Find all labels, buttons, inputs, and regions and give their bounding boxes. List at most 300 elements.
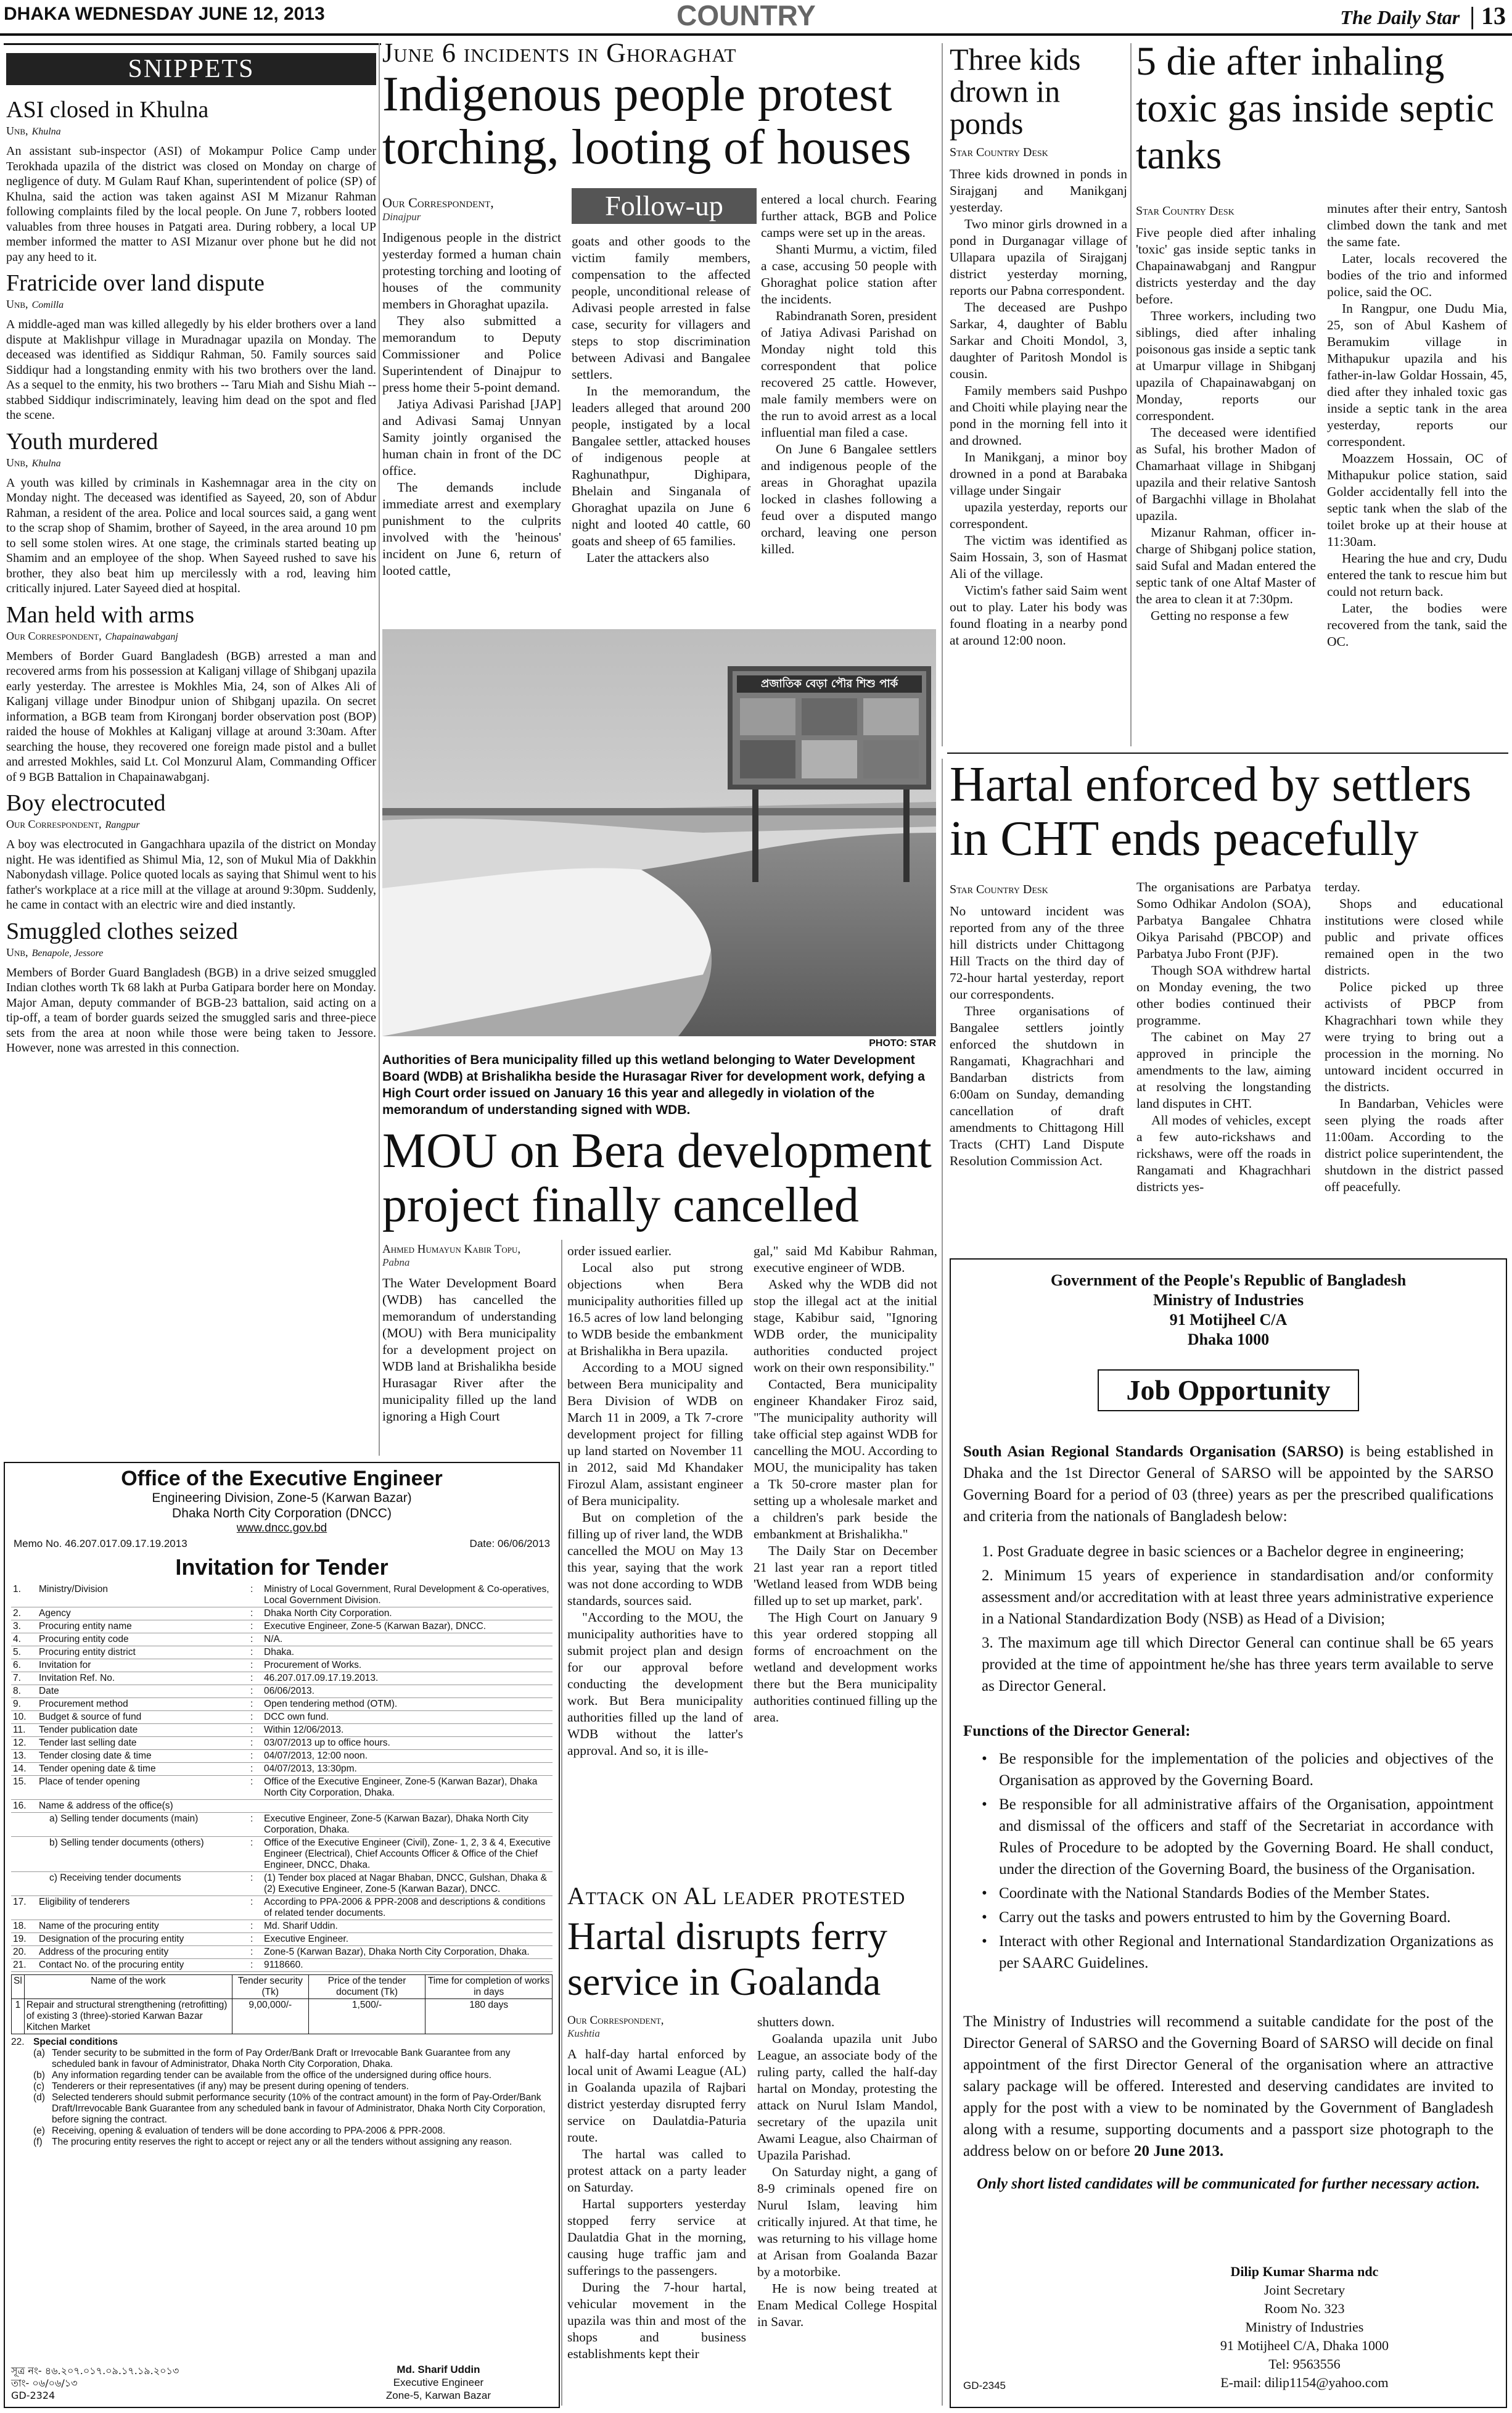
bera-paragraph: gal," said Md Kabibur Rahman, executive engineer of WDB. bbox=[754, 1244, 937, 1275]
job-address-1: 91 Motijheel C/A bbox=[1169, 1311, 1288, 1329]
tender-cell: : bbox=[250, 1608, 253, 1619]
job-signatory-phone: Tel: 9563556 bbox=[1268, 2356, 1341, 2372]
tender-cell: Dhaka. bbox=[264, 1647, 295, 1657]
septic-col1 bbox=[1136, 200, 1316, 624]
job-closing-text: The Ministry of Industries will recommend a suitable candidate for the post of the Director General of SARSO and the Governing Board of SARSO will decide on final appointment of the first Director General of the organisation where an attractive salary package will be offered. Interested and deserving candidates are invited to apply for the post with a view to be nominated by the Government of Bangladesh along with a resume, supporting documents and a passport size photograph to the address below on or before bbox=[963, 2013, 1494, 2159]
ghoraghat-headline: Indigenous people protest torching, looting of houses bbox=[382, 67, 911, 175]
snippet-byline bbox=[6, 946, 376, 959]
ghoraghat-story bbox=[382, 38, 937, 174]
daily-star-logo: The Daily Star bbox=[1340, 6, 1460, 28]
tender-work-cell: 1 bbox=[12, 1999, 25, 2034]
snippet-text: An assistant sub-inspector (ASI) of Mokampur Police Camp under Terokhada upazila of the district was closed on Monday on charge of negligence of duty. M Gulam Rauf Khan, superintendent of police (SP) of Khulna, said the action was taken against ASI M Mizanur Rahman following complaints filed by the local people. On June 7, robbers looted valuables from three houses in Patgati area. During robbery, a local UP member informed the matter to ASI Mizanur over phone but he did not pay any heed to it. bbox=[6, 144, 376, 264]
tender-cell: Office of the Executive Engineer, Zone-5 (Karwan Bazar), Dhaka North City Corporation, Dhaka. bbox=[264, 1776, 538, 1798]
tender-cell: 15. bbox=[13, 1776, 27, 1787]
tender-work-header-cell: Sl bbox=[12, 1975, 25, 1999]
tender-cell: Procurement of Works. bbox=[264, 1660, 362, 1670]
tender-cell: Place of tender opening bbox=[39, 1776, 140, 1787]
bera-byline: Ahmed Humayun Kabir Topu, bbox=[382, 1243, 521, 1256]
tender-heading: Invitation for Tender bbox=[175, 1554, 388, 1580]
tender-cell: Executive Engineer. bbox=[264, 1934, 349, 1944]
bera-paragraph: The Daily Star on December 21 last year ran a report titled 'Wetland leased from WDB being filled up to set up market, park'. bbox=[754, 1543, 937, 1608]
edition-date: DHAKA WEDNESDAY JUNE 12, 2013 bbox=[4, 4, 325, 24]
snippet-agency: Our Correspondent, bbox=[6, 629, 102, 642]
tender-row bbox=[11, 1659, 553, 1672]
goalanda-paragraph: He is now being treated at Enam Medical College Hospital in Savar. bbox=[757, 2281, 937, 2329]
tender-cell: : bbox=[250, 1960, 253, 1970]
septic-story bbox=[1136, 38, 1506, 179]
tender-cell: 8. bbox=[13, 1686, 21, 1696]
snippet-byline bbox=[6, 456, 376, 469]
cht-col1 bbox=[950, 879, 1124, 1169]
tender-row bbox=[11, 1920, 553, 1933]
tender-row bbox=[11, 1872, 553, 1896]
goalanda-paragraph: On Saturday night, a gang of 8-9 criminals opened fire on Nurul Islam, leaving him critically injured. At that time, he was returning to his village home at Arisan from Goalanda Bazar by a motorbike. bbox=[757, 2164, 937, 2279]
tender-row bbox=[11, 1933, 553, 1946]
tender-cell: Designation of the procuring entity bbox=[39, 1934, 184, 1944]
ghoraghat-paragraph: Indigenous people in the district yesterday formed a human chain protesting torching and looting of houses of the community members in Ghoraghat upazila. bbox=[382, 230, 561, 311]
job-shortlist-note: Only short listed candidates will be communicated for further necessary action. bbox=[977, 2176, 1480, 2192]
snippet-headline: Fratricide over land dispute bbox=[6, 270, 265, 296]
bera-paragraph: But on completion of the filling up of river land, the WDB cancelled the MOU on May 13 this year, saying that the work was not done according to WDB standards, sources said. bbox=[567, 1510, 743, 1608]
tender-row bbox=[11, 1959, 553, 1972]
bullet-icon: • bbox=[982, 1933, 987, 1950]
goalanda-paragraph: Hartal supporters yesterday stopped ferry service at Daulatdia Ghat in the morning, causing huge traffic jam and sufferings to the passengers. bbox=[567, 2196, 746, 2278]
job-functions-list bbox=[982, 1748, 1494, 1974]
cht-story bbox=[950, 757, 1505, 866]
snippet-byline bbox=[6, 630, 376, 643]
tender-cell: 14. bbox=[13, 1763, 27, 1774]
tender-cell: : bbox=[250, 1584, 253, 1594]
tender-cell: Within 12/06/2013. bbox=[264, 1725, 344, 1735]
job-signatory-email[interactable]: E-mail: dilip1154@yahoo.com bbox=[1220, 2375, 1389, 2390]
septic-paragraph: minutes after their entry, Santosh climbed down the tank and met the same fate. bbox=[1327, 201, 1507, 249]
tender-work-header bbox=[12, 1975, 553, 1999]
tender-cell: 9118660. bbox=[264, 1960, 303, 1970]
tender-cell: 13. bbox=[13, 1751, 27, 1761]
cht-paragraph: The cabinet on May 27 approved in principle the amendments to the law, aiming at resolving the longstanding land disputes in CHT. bbox=[1136, 1029, 1311, 1111]
ghoraghat-col2 bbox=[572, 233, 750, 566]
tender-cell: 17. bbox=[13, 1897, 27, 1907]
bera-paragraph: According to a MOU signed between Bera municipality and Bera Division of WDB on March 11 in 2009, a Tk 7-crore development project for filling up land started on November 11 in 2012, said Md Khandaker Firozul Alam, assistant engineer of Bera municipality. bbox=[567, 1360, 743, 1508]
followup-badge: Follow-up bbox=[572, 188, 757, 224]
special-condition-text: Tenderers or their representatives (if any) may be present during opening of tenders. bbox=[52, 2081, 409, 2092]
job-function-text: Be responsible for all administrative affairs of the Organisation, appointment and dismissal of the officers and staff of the Secretariat in accordance with Rules of Procedure to be adopted by the Governing Board. He shall conduct, under the direction of the Governing Board, the business of the Organisation. bbox=[999, 1796, 1494, 1878]
snippet-headline: Youth murdered bbox=[6, 428, 158, 455]
tender-cell: 04/07/2013, 12:00 noon. bbox=[264, 1751, 368, 1761]
ghoraghat-byline: Our Correspondent, bbox=[382, 195, 494, 210]
ghoraghat-paragraph: In the memorandum, the leaders alleged that around 200 people, instigated by a local Bangalee settler, attacked houses of indigenous people at Raghunathpur, Dighipara, Bhelain and Singanala of Ghoraghat upazila on June 6 night and looted 40 cattle, 60 goats and sheep of 65 families. bbox=[572, 384, 750, 548]
special-condition-letter: (e) bbox=[33, 2126, 45, 2136]
special-condition-letter: (a) bbox=[33, 2048, 45, 2058]
bera-paragraph: Contacted, Bera municipality engineer Khandaker Firoz said, "The municipality authority will take official step against WDB for cancelling the MOU. According to MOU, the municipality has taken a Tk 50-crore master plan for setting up a wholesale market and a children's park beside the embankment at Brishalikha." bbox=[754, 1377, 937, 1541]
cht-col2 bbox=[1136, 879, 1311, 1195]
job-intro-org: South Asian Regional Standards Organisation (SARSO) bbox=[963, 1443, 1344, 1460]
cht-paragraph: Three organisations of Bangalee settlers jointly enforced the shutdown in Rangamati, Khagrachhari and Bandarban districts from 6:00am on Sunday, demanding cancellation of draft amendments to Chittagong Hill Tracts (CHT) Land Dispute Resolution Commission Act. bbox=[950, 1004, 1124, 1168]
ghoraghat-paragraph: Rabindranath Soren, president of Jatiya Adivasi Parishad on Monday night told this correspondent that police recovered 25 cattle. However, male family members were on the run to avoid arrest as a local influential man filed a case. bbox=[761, 308, 937, 440]
tender-office-title: Office of the Executive Engineer bbox=[121, 1467, 443, 1490]
tender-cell: Procuring entity code bbox=[39, 1634, 129, 1644]
tender-work-row bbox=[12, 1999, 553, 2034]
snippet-text: A boy was electrocuted in Gangachhara upazila of the district on Monday night. He was identified as Shimul Mia, 12, son of Mukul Mia of Dakkhin Nabonydash village. Police quoted locals as saying that Shimul went to his father's workplace at a rice mill at the village at around 9:30pm. Suddenly, he came in contact with an electric wire and died instantly. bbox=[6, 838, 376, 912]
goalanda-byline: Our Correspondent, bbox=[567, 2014, 664, 2027]
bera-paragraph: order issued earlier. bbox=[567, 1244, 672, 1258]
ghoraghat-col3 bbox=[761, 191, 937, 558]
snippet-location: Rangpur bbox=[105, 820, 140, 830]
snippet-text: A youth was killed by criminals in Kashemnagar area in the city on Monday night. The deceased was identified as Sayeed, 20, son of Abdur Rahman, a resident of the area. Police and local sources said, a gang went to the scrap shop of Shamim, brother of Sayeed, in the area around 10 pm to sell some stolen wires. At one stage, the criminals started beating up Shamim and an employee of the shop. When Sayeed rushed to save his brother, they also beat him up mercilessly with a rod, leaving him critically injured. Later Sayeed died at hospital. bbox=[6, 476, 376, 595]
ghoraghat-paragraph: Jatiya Adivasi Parishad [JAP] and Adivasi Samaj Unnyan Samity jointly organised the human chain in front of the DC office. bbox=[382, 397, 561, 478]
job-government: Government of the People's Republic of Bangladesh bbox=[1050, 1271, 1407, 1289]
tender-work-header-cell: Price of the tender document (Tk) bbox=[308, 1975, 425, 1999]
special-condition bbox=[11, 2081, 553, 2092]
snippet-location: Chapainawabganj bbox=[105, 631, 178, 642]
tender-website: www.dncc.gov.bd bbox=[236, 1522, 327, 1535]
septic-headline: 5 die after inhaling toxic gas inside septic tanks bbox=[1136, 39, 1495, 178]
tender-date: Date: 06/06/2013 bbox=[469, 1538, 550, 1549]
ghoraghat-col1 bbox=[382, 191, 561, 579]
tender-cell: 9. bbox=[13, 1699, 21, 1709]
job-function bbox=[982, 1907, 1494, 1928]
tender-row bbox=[11, 1685, 553, 1698]
snippet-text: Members of Border Guard Bangladesh (BGB) arrested a man and recovered arms from his possession at Kaliganj village of Shibganj upazila early yesterday. The arrestee is Mokhles Mia, 24, son of Alkes Ali of Kaliganj village under Binodpur union of Shibganj upazila. On secret information, a BGB team from Kironganj border observation post (BOP) raided the house of Mokhles at Kaliganj village at around 3:30am. After searching the house, they recovered one foreign made pistol and a bullet and arrested Mokhles, said Lt. Col Monzurul Alam, Commanding Officer of 9 BGB Battalion in Chapainawabganj. bbox=[6, 649, 376, 784]
job-intro-text: is being established in Dhaka and the 1st Director General of SARSO will be appointed by the SARSO Governing Board for a period of 03 (three) years as per the prescribed qualifications and criteria from the nationals of Bangladesh below: bbox=[963, 1443, 1494, 1525]
snippets-title-box: SNIPPETS bbox=[6, 53, 376, 85]
tender-row bbox=[11, 1837, 553, 1872]
tender-cell: Md. Sharif Uddin. bbox=[264, 1921, 338, 1931]
tender-cell: N/A. bbox=[264, 1634, 283, 1644]
special-condition-letter: (b) bbox=[33, 2070, 45, 2081]
tender-work-header-cell: Time for completion of works in days bbox=[425, 1975, 553, 1999]
tender-cell bbox=[11, 1872, 37, 1896]
bullet-icon: • bbox=[982, 1751, 987, 1767]
bullet-icon: • bbox=[982, 1909, 987, 1926]
tender-cell: 12. bbox=[13, 1738, 27, 1748]
job-function bbox=[982, 1883, 1494, 1904]
tender-cell: : bbox=[250, 1873, 253, 1883]
tender-cell: : bbox=[250, 1751, 253, 1761]
tender-row bbox=[11, 1750, 553, 1763]
ghoraghat-paragraph: They also submitted a memorandum to Deputy Commissioner and Police Superintendent of Dinajpur to press home their 5-point demand. bbox=[382, 313, 561, 395]
special-condition-letter: (f) bbox=[33, 2137, 43, 2147]
tender-cell: 4. bbox=[13, 1634, 21, 1644]
tender-cell: Procuring entity district bbox=[39, 1647, 136, 1657]
tender-cell: Agency bbox=[39, 1608, 71, 1619]
special-condition bbox=[11, 2070, 553, 2081]
tender-cell: 11. bbox=[13, 1725, 26, 1735]
tender-cell: Tender opening date & time bbox=[39, 1763, 156, 1774]
septic-paragraph: Five people died after inhaling 'toxic' gas inside septic tanks in Chapainawabganj and Rangpur districts yesterday and the day before. bbox=[1136, 225, 1316, 307]
tender-cell: : bbox=[250, 1947, 253, 1957]
job-closing bbox=[963, 2011, 1494, 2162]
cht-col3 bbox=[1325, 879, 1503, 1195]
kids-paragraph: Two minor girls drowned in a pond in Durganagar village of Ullapara upazila of Sirajganj district yesterday morning, reports our Pabna correspondent. bbox=[950, 217, 1127, 298]
tender-cell: : bbox=[250, 1621, 253, 1631]
snippet-text: A middle-aged man was killed allegedly by his elder brothers over a land dispute at Maklishpur village in Muradnagar upazila on Monday. The deceased was identified as Siddiqur Rahman, 50. Family sources said Siddiqur had a longstanding enmity with his two brothers over the land. As a sequel to the enmity, his two brothers -- Taru Miah and Sishu Miah -- stabbed Siddiqur indiscriminately, leaving him dead on the spot and fled the scene. bbox=[6, 318, 376, 422]
septic-paragraph: The deceased were identified as Sufal, his brother Madon of Chamarhaat village in Shibganj upazila and their relative Santosh of Bargachhi village in Bholahat upazila. bbox=[1136, 425, 1316, 523]
masthead bbox=[0, 0, 1512, 36]
tender-work-cell: 180 days bbox=[425, 1999, 553, 2034]
snippet-headline: Smuggled clothes seized bbox=[6, 918, 238, 944]
tender-cell: Address of the procuring entity bbox=[39, 1947, 169, 1957]
septic-paragraph: Later, the bodies were recovered from the tank, said the OC. bbox=[1327, 601, 1507, 649]
ghoraghat-kicker: June 6 incidents in Ghoraghat bbox=[382, 38, 737, 68]
tender-work-header-cell: Tender security (Tk) bbox=[232, 1975, 308, 1999]
kids-paragraph: Victim's father said Saim went out to play. Later his body was found floating in a nearby pond at around 12:00 noon. bbox=[950, 583, 1127, 648]
job-qualification: 2. Minimum 15 years of experience in standardisation and/or conformity assessment and/or accreditation with at least three years administrative experience in a National Standardization Body (NSB) as Head of a Division; bbox=[982, 1567, 1494, 1627]
kids-paragraph: In Manikganj, a minor boy drowned in a pond at Barabaka village under Singair bbox=[950, 450, 1127, 498]
tender-signatory-office: Zone-5, Karwan Bazar bbox=[385, 2390, 491, 2401]
job-function bbox=[982, 1931, 1494, 1974]
tender-cell: 1. bbox=[13, 1584, 21, 1594]
tender-cell bbox=[11, 1837, 37, 1872]
job-qualification: 3. The maximum age till which Director General can continue shall be 65 years provided at the time of appointment he/she has three years term available to serve as Director General. bbox=[982, 1635, 1494, 1694]
snippet-item bbox=[6, 601, 376, 785]
special-condition bbox=[11, 2126, 553, 2137]
bera-paragraph: The High Court on January 9 this year ordered stopping all forms of encroachment on the wetland and development works there but the Bera municipality authorities continued filling up the area. bbox=[754, 1610, 937, 1725]
bera-paragraph: Asked why the WDB did not stop the illegal act at the initial stage, Kabibur said, "Ignoring WDB order, the municipality authorities conducted project work on their own responsibility." bbox=[754, 1277, 937, 1375]
special-condition-text: Any information regarding tender can be available from the office of the undersigned during office hours. bbox=[52, 2070, 491, 2081]
tender-cell: 06/06/2013. bbox=[264, 1686, 314, 1696]
bera-col1 bbox=[382, 1243, 556, 1425]
ghoraghat-paragraph: On June 6 Bangalee settlers and indigenous people of the areas in Ghoraghat upazila locked in clashes following a feud over a disputed mango orchard, leaving one person killed. bbox=[761, 442, 937, 556]
bullet-icon: • bbox=[982, 1885, 987, 1902]
job-ministry: Ministry of Industries bbox=[1152, 1291, 1304, 1309]
tender-cell: Budget & source of fund bbox=[39, 1712, 142, 1722]
kids-story bbox=[950, 43, 1127, 649]
goalanda-paragraph: The hartal was called to protest attack on a party leader on Saturday. bbox=[567, 2147, 746, 2195]
tender-work-cell: 9,00,000/- bbox=[232, 1999, 308, 2034]
snippet-headline: ASI closed in Khulna bbox=[6, 97, 209, 123]
special-conditions-title: Special conditions bbox=[33, 2037, 118, 2047]
job-signatory-address: 91 Motijheel C/A, Dhaka 1000 bbox=[1220, 2338, 1389, 2353]
tender-signatory-title: Executive Engineer bbox=[393, 2377, 484, 2388]
tender-cell: : bbox=[250, 1763, 253, 1774]
tender-gd-code: GD-2324 bbox=[11, 2390, 55, 2401]
tender-row bbox=[11, 1646, 553, 1659]
tender-cell: Ministry of Local Government, Rural Development & Co-operatives, Local Government Division. bbox=[264, 1584, 549, 1606]
tender-cell: 5. bbox=[13, 1647, 21, 1657]
cht-headline: Hartal enforced by settlers in CHT ends peacefully bbox=[950, 757, 1472, 866]
tender-cell: : bbox=[250, 1897, 253, 1907]
snippet-item bbox=[6, 918, 376, 1056]
tender-bn-date: তাং- ০৬/০৬/১৩ bbox=[11, 2377, 78, 2389]
tender-cell: : bbox=[250, 1921, 253, 1931]
tender-cell: : bbox=[250, 1712, 253, 1722]
snippet-byline bbox=[6, 298, 376, 311]
page-separator: | bbox=[1469, 2, 1475, 30]
special-condition-text: Selected tenderers should submit performance security (10% of the contract amount) in the form of Pay-Order/Bank Draft/Irrevocable Bank Guarantee from any scheduled bank in favour of Administrator, Dhaka North City Corporation, before signing the contract. bbox=[52, 2092, 546, 2125]
bera-col2 bbox=[567, 1243, 743, 1759]
tender-cell: Executive Engineer, Zone-5 (Karwan Bazar), DNCC. bbox=[264, 1621, 487, 1631]
tender-division: Engineering Division, Zone-5 (Karwan Bazar) bbox=[152, 1491, 412, 1505]
tender-cell: (1) Tender box placed at Nagar Bhaban, DNCC, Gulshan, Dhaka & (2) Executive Engineer, Zone-5 (Karwan Bazar), DNCC. bbox=[264, 1873, 547, 1894]
ghoraghat-col1-text bbox=[382, 229, 561, 579]
page-number-block bbox=[1340, 1, 1506, 30]
tender-corporation: Dhaka North City Corporation (DNCC) bbox=[172, 1506, 392, 1520]
tender-row bbox=[11, 1583, 553, 1607]
tender-cell: a) Selling tender documents (main) bbox=[49, 1813, 199, 1824]
job-gd-code: GD-2345 bbox=[963, 2380, 1006, 2391]
kids-paragraph: Three kids drowned in ponds in Sirajganj and Manikganj yesterday. bbox=[950, 167, 1127, 215]
septic-paragraph: Mizanur Rahman, officer in-charge of Shibganj police station, said Sufal and Madan entered the septic tank of one Altaf Master of the area to clean it at 7:30pm. bbox=[1136, 525, 1316, 606]
bera-paragraph: The Water Development Board (WDB) has cancelled the memorandum of understanding (MOU) with Bera municipality for a development project on WDB land at Brishalikha beside Hurasagar River after the municipality filled up the land ignoring a High Court bbox=[382, 1276, 556, 1424]
tender-row bbox=[11, 1633, 553, 1646]
tender-cell: Ministry/Division bbox=[39, 1584, 108, 1594]
tender-row bbox=[11, 1896, 553, 1920]
tender-cell: 3. bbox=[13, 1621, 21, 1631]
tender-row bbox=[11, 1698, 553, 1711]
tender-cell: Procurement method bbox=[39, 1699, 128, 1709]
job-ad bbox=[950, 1258, 1507, 2408]
tender-cell: Invitation for bbox=[39, 1660, 91, 1670]
snippet-byline bbox=[6, 125, 376, 138]
snippet-location: Benapole, Jessore bbox=[31, 947, 104, 959]
tender-cell: Executive Engineer, Zone-5 (Karwan Bazar), Dhaka North City Corporation, Dhaka. bbox=[264, 1813, 529, 1835]
bera-paragraph: "According to the MOU, the municipality authorities have to submit project plan and design for our approval before conducting the development work. But Bera municipality authorities filled up the land of WDB without the latter's approval. And so, it is ille- bbox=[567, 1610, 743, 1758]
cht-paragraph: No untoward incident was reported from any of the three hill districts under Chittagong Hill Tracts on the third day of 72-hour hartal yesterday, report our correspondents. bbox=[950, 904, 1124, 1002]
ghoraghat-paragraph: entered a local church. Fearing further attack, BGB and Police camps were set up in the areas. bbox=[761, 192, 937, 240]
tender-cell: : bbox=[250, 1776, 253, 1787]
cht-byline: Star Country Desk bbox=[950, 883, 1048, 896]
cht-paragraph: Police picked up three activists of PBCP from Khagrachhari town while they were trying to bring out a procession in the morning. No untoward incident occurred in the districts. bbox=[1325, 980, 1503, 1094]
kids-headline: Three kids drown in ponds bbox=[950, 42, 1081, 141]
job-function-text: Coordinate with the National Standards Bodies of the Member States. bbox=[999, 1885, 1430, 1902]
photo-caption: Authorities of Bera municipality filled up this wetland belonging to Water Development Board (WDB) at Brishalikha beside the Hurasagar River for development work, defying a High Court order issued on January 16 this year and allegedly in violation of the memorandum of understanding signed with WDB. bbox=[382, 1053, 925, 1117]
snippet-agency: Unb, bbox=[6, 125, 28, 137]
septic-paragraph: Hearing the hue and cry, Dudu entered the tank to rescue him but could not return back. bbox=[1327, 551, 1507, 599]
tender-cell: Invitation Ref. No. bbox=[39, 1673, 115, 1683]
special-condition-text: The procuring entity reserves the right to accept or reject any or all the tenders without assigning any reason. bbox=[52, 2137, 512, 2147]
park-sign-text: প্রজাতিক বেড়া পৌর শিশু পার্ক bbox=[760, 677, 898, 690]
tender-cell bbox=[249, 1800, 262, 1813]
snippet-location: Comilla bbox=[31, 300, 64, 310]
tender-cell: Tender closing date & time bbox=[39, 1751, 152, 1761]
ghoraghat-paragraph: Shanti Murmu, a victim, filed a case, accusing 50 people with Ghoraghat police station after the incidents. bbox=[761, 242, 937, 307]
tender-cell: : bbox=[250, 1838, 253, 1848]
tender-cell: 18. bbox=[13, 1921, 27, 1931]
tender-memo: Memo No. 46.207.017.09.17.19.2013 bbox=[14, 1538, 187, 1549]
special-conditions-number: 22. bbox=[11, 2037, 25, 2047]
tender-row bbox=[11, 1607, 553, 1620]
snippet-item bbox=[6, 96, 376, 265]
goalanda-col2 bbox=[757, 2014, 937, 2330]
job-signatory-room: Room No. 323 bbox=[1264, 2301, 1345, 2316]
septic-paragraph: Getting no response a few bbox=[1151, 608, 1289, 623]
snippet-location: Khulna bbox=[31, 126, 61, 137]
job-function bbox=[982, 1794, 1494, 1880]
tender-cell: Tender last selling date bbox=[39, 1738, 137, 1748]
goalanda-kicker: Attack on AL leader protested bbox=[567, 1882, 906, 1910]
bera-paragraph: Local also put strong objections when Bera municipality authorities filled up 16.5 acres of low land belonging to WDB beside the embankment at Brishalikha in Bera upazila. bbox=[567, 1260, 743, 1358]
tender-cell: : bbox=[250, 1647, 253, 1657]
snippet-headline: Man held with arms bbox=[6, 601, 195, 628]
special-condition bbox=[11, 2092, 553, 2126]
tender-row bbox=[11, 1813, 553, 1837]
tender-cell bbox=[11, 1813, 37, 1837]
tender-cell: : bbox=[250, 1813, 253, 1824]
special-condition-text: Receiving, opening & evaluation of tenders will be done according to PPA-2006 & PPR-2008. bbox=[52, 2126, 446, 2136]
septic-paragraph: Three workers, including two siblings, died after inhaling poisonous gas inside a septic tank at Umarpur village in Shibganj upazila of Chapainawabganj on Monday, reports our correspondent. bbox=[1136, 308, 1316, 423]
cht-paragraph: terday. bbox=[1325, 880, 1360, 894]
bera-photo bbox=[382, 629, 936, 1036]
job-qualification: 1. Post Graduate degree in basic sciences or a Bachelor degree in engineering; bbox=[982, 1543, 1465, 1560]
tender-cell: 6. bbox=[13, 1660, 21, 1670]
tender-work-cell: 1,500/- bbox=[308, 1999, 425, 2034]
tender-cell: 20. bbox=[13, 1947, 27, 1957]
tender-bn-ref: সূত্র নং- ৪৬.২০৭.০১৭.০৯.১৭.১৯.২০১৩ bbox=[11, 2365, 179, 2377]
special-condition-letter: (c) bbox=[33, 2081, 45, 2092]
snippet-headline: Boy electrocuted bbox=[6, 790, 166, 816]
tender-cell: : bbox=[250, 1934, 253, 1944]
tender-cell: : bbox=[250, 1686, 253, 1696]
cht-paragraph: All modes of vehicles, except a few auto-rickshaws and rickshaws, were off the roads in Rangamati and Khagrachhari districts yes- bbox=[1136, 1113, 1311, 1194]
tender-cell: Name of the procuring entity bbox=[39, 1921, 159, 1931]
tender-cell: 21. bbox=[13, 1960, 27, 1970]
tender-cell: : bbox=[250, 1738, 253, 1748]
tender-cell: Tender publication date bbox=[39, 1725, 138, 1735]
tender-cell: : bbox=[250, 1699, 253, 1709]
tender-cell bbox=[262, 1800, 553, 1813]
tender-info-table bbox=[11, 1583, 553, 1972]
job-title: Job Opportunity bbox=[1098, 1369, 1359, 1411]
section-name: COUNTRY bbox=[676, 0, 816, 31]
goalanda-paragraph: shutters down. bbox=[757, 2015, 835, 2029]
tender-row bbox=[11, 1763, 553, 1776]
cht-paragraph: Though SOA withdrew hartal on Monday evening, the two other bodies continued their programme. bbox=[1136, 963, 1311, 1028]
tender-row bbox=[11, 1711, 553, 1724]
ghoraghat-paragraph: goats and other goods to the victim family members, compensation to the affected people, unconditional release of Adivasi people arrested in false case, security for villagers and steps to stop discrimination between Adivasi and Bangalee settlers. bbox=[572, 234, 750, 382]
tender-cell: 16. bbox=[13, 1800, 27, 1811]
bullet-icon: • bbox=[982, 1796, 987, 1813]
tender-cell: Zone-5 (Karwan Bazar), Dhaka North City Corporation, Dhaka. bbox=[264, 1947, 530, 1957]
job-functions-title: Functions of the Director General: bbox=[963, 1723, 1191, 1739]
tender-cell: Name & address of the office(s) bbox=[39, 1800, 173, 1811]
septic-paragraph: Later, locals recovered the bodies of the trio and informed police, said the OC. bbox=[1327, 251, 1507, 299]
photo-credit: PHOTO: STAR bbox=[869, 1038, 936, 1049]
special-condition-letter: (d) bbox=[33, 2092, 45, 2103]
bera-story bbox=[382, 1124, 937, 1232]
goalanda-story bbox=[567, 1881, 937, 2005]
tender-row bbox=[11, 1620, 553, 1633]
tender-cell: 2. bbox=[13, 1608, 21, 1619]
job-function-text: Carry out the tasks and powers entrusted to him by the Governing Board. bbox=[999, 1909, 1451, 1926]
goalanda-paragraph: During the 7-hour hartal, vehicular movement in the upazila was thin and most of the shops and business establishments kept their bbox=[567, 2280, 746, 2361]
job-qualifications bbox=[982, 1541, 1494, 1697]
tender-cell: Date bbox=[39, 1686, 59, 1696]
tender-cell: Open tendering method (OTM). bbox=[264, 1699, 398, 1709]
septic-paragraph: Moazzem Hossain, OC of Mithapukur police station, said Golder accidentally fell into the septic tank when the slab of the toilet broke up at their house at 11:30am. bbox=[1327, 451, 1507, 549]
tender-cell: : bbox=[250, 1725, 253, 1735]
job-function bbox=[982, 1748, 1494, 1791]
job-function-text: Be responsible for the implementation of the policies and objectives of the Organisation as approved by the Governing Board. bbox=[999, 1751, 1494, 1789]
kids-paragraph: The deceased are Pushpo Sarkar, 4, daughter of Bablu Sarkar and Choiti Mondol, 3, daughter of Paritosh Mondol is cousin. bbox=[950, 300, 1127, 381]
tender-cell: 10. bbox=[13, 1712, 27, 1722]
tender-row bbox=[11, 1800, 553, 1813]
tender-cell: 03/07/2013 up to office hours. bbox=[264, 1738, 390, 1748]
tender-cell: : bbox=[250, 1660, 253, 1670]
snippet-text: Members of Border Guard Bangladesh (BGB) in a drive seized smuggled Indian clothes worth Tk 68 lakh at Purba Gatipara border here on Monday. Major Aman, deputy commander of BGB-23 battalion, said acting on a tip-off, a team of border guards seized the smuggled saris and three-piece sets from the area at noon while those were being taken to Jessore. However, none was arrested in this connection. bbox=[6, 965, 376, 1055]
snippet-agency: Unb, bbox=[6, 298, 28, 310]
special-condition-text: Tender security to be submitted in the form of Pay Order/Bank Draft or Irrevocable Bank Guarantee from any scheduled bank in favour of Administrator, Dhaka North City Corporation, Dhaka. bbox=[52, 2048, 511, 2069]
goalanda-col1 bbox=[567, 2014, 746, 2362]
bera-col3 bbox=[754, 1243, 937, 1726]
snippet-agency: Unb, bbox=[6, 456, 28, 469]
bera-headline: MOU on Bera development project finally cancelled bbox=[382, 1124, 932, 1232]
septic-byline: Star Country Desk bbox=[1136, 204, 1235, 218]
cht-paragraph: In Bandarban, Vehicles were seen plying the roads after 11:00am. According to the district police superintendent, the shutdown in the district passed off peacefully. bbox=[1325, 1096, 1503, 1194]
kids-text bbox=[950, 166, 1127, 649]
tender-cell: 04/07/2013, 13:30pm. bbox=[264, 1763, 357, 1774]
snippets-list bbox=[6, 96, 376, 1061]
